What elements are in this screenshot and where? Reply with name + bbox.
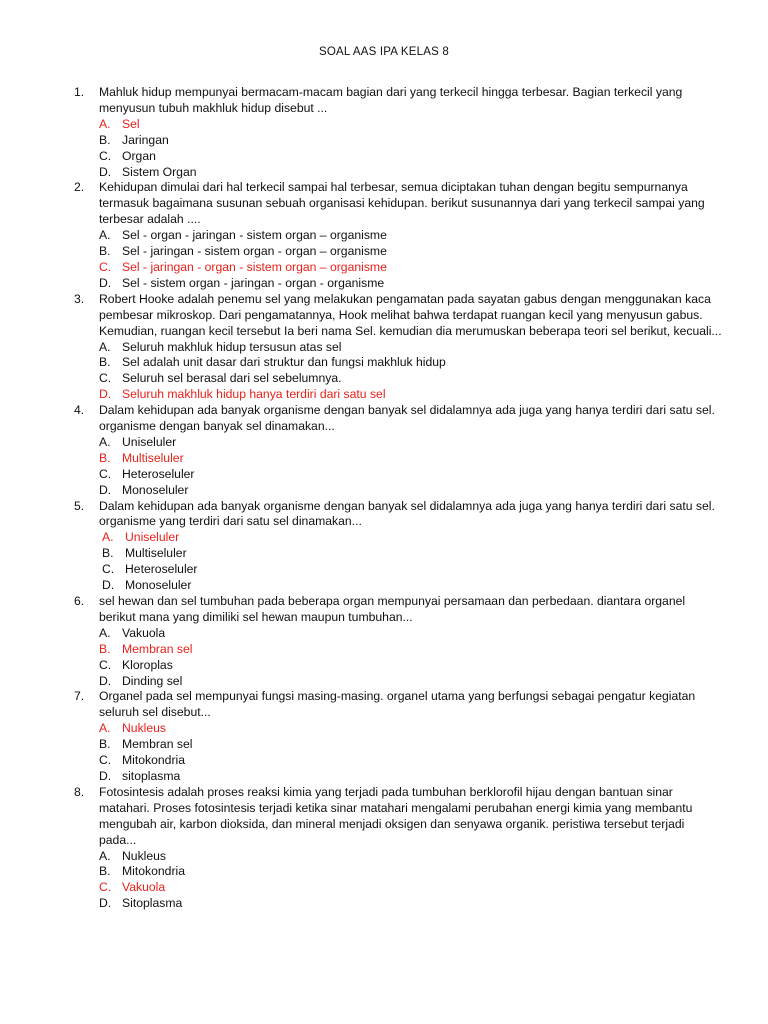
question-text: Organel pada sel mempunyai fungsi masing-masing. organel utama yang berfungsi sebagai pengatur kegiatan seluruh sel disebut...	[99, 689, 696, 720]
option-text: Sel - jaringan - sistem organ - organ – organisme	[122, 244, 387, 259]
option-text: Dinding sel	[122, 673, 183, 688]
option-letter: D.	[99, 673, 112, 688]
answer-option	[99, 467, 724, 483]
option-text: Uniseluler	[125, 530, 180, 545]
option-text: Heteroseluler	[125, 562, 198, 577]
option-letter: D.	[102, 578, 115, 593]
option-text: Seluruh sel berasal dari sel sebelumnya.	[122, 371, 342, 386]
answer-option	[99, 753, 724, 769]
option-letter: A.	[99, 116, 111, 131]
option-letter: A.	[99, 721, 111, 736]
option-text: Jaringan	[122, 132, 169, 147]
option-text: Vakuola	[122, 880, 166, 895]
answer-option	[99, 117, 724, 133]
option-letter: C.	[99, 657, 112, 672]
answer-option	[99, 578, 724, 594]
answer-option	[99, 674, 724, 690]
answer-option	[99, 849, 724, 865]
option-text: Kloroplas	[122, 657, 173, 672]
option-letter: C.	[99, 753, 112, 768]
option-letter: D.	[99, 482, 112, 497]
option-text: Multiseluler	[125, 546, 187, 561]
answer-option	[99, 451, 724, 467]
option-letter: C.	[102, 562, 115, 577]
answer-option	[99, 228, 724, 244]
answer-option	[99, 530, 724, 546]
answer-option	[99, 658, 724, 674]
question-text: Robert Hooke adalah penemu sel yang melakukan pengamatan pada sayatan gabus dengan menggunakan kaca pembesar mikroskop. Dari pengamatannya, Hook melihat bahwa terdapat ruangan kecil yang menyusun gabus. Kemudian, ruangan kecil tersebut Ia beri nama Sel. kemudian dia merumuskan beberapa teori sel berikut, kecuali...	[99, 291, 722, 338]
option-letter: A.	[99, 339, 111, 354]
option-text: Seluruh makhluk hidup tersusun atas sel	[122, 339, 342, 354]
option-text: Mitokondria	[122, 753, 185, 768]
option-text: Sel - sistem organ - jaringan - organ - organisme	[122, 275, 385, 290]
option-letter: B.	[99, 450, 111, 465]
option-letter: B.	[102, 546, 114, 561]
option-letter: A.	[102, 530, 114, 545]
question-6	[74, 594, 724, 689]
option-letter: C.	[99, 880, 112, 895]
answer-option	[99, 769, 724, 785]
option-text: Monoseluler	[125, 578, 192, 593]
question-number: 8.	[74, 784, 85, 799]
option-letter: C.	[99, 466, 112, 481]
question-7	[74, 689, 724, 784]
option-text: Sel adalah unit dasar dari struktur dan fungsi makhluk hidup	[122, 355, 446, 370]
option-text: Uniseluler	[122, 434, 177, 449]
option-letter: A.	[99, 228, 111, 243]
question-3	[74, 292, 724, 403]
option-letter: B.	[99, 737, 111, 752]
option-letter: A.	[99, 625, 111, 640]
option-text: Sistem Organ	[122, 164, 197, 179]
answer-option	[99, 562, 724, 578]
question-number: 7.	[74, 689, 85, 704]
question-number: 3.	[74, 291, 85, 306]
option-text: Multiseluler	[122, 450, 184, 465]
answer-option	[99, 276, 724, 292]
option-letter: D.	[99, 164, 112, 179]
question-4	[74, 403, 724, 498]
answer-option	[99, 737, 724, 753]
question-text: Dalam kehidupan ada banyak organisme dengan banyak sel didalamnya ada juga yang hanya terdiri dari satu sel. organisme dengan banyak sel dinamakan...	[99, 403, 715, 434]
answer-option	[99, 864, 724, 880]
option-letter: A.	[99, 848, 111, 863]
question-number: 6.	[74, 594, 85, 608]
question-1	[74, 85, 724, 180]
question-number: 2.	[74, 180, 85, 195]
option-text: Seluruh makhluk hidup hanya terdiri dari satu sel	[122, 387, 386, 402]
question-2	[74, 180, 724, 291]
answer-option	[99, 340, 724, 356]
option-letter: D.	[99, 275, 112, 290]
option-text: sitoplasma	[122, 768, 181, 783]
option-letter: D.	[99, 896, 112, 911]
option-text: Membran sel	[122, 641, 193, 656]
answer-option	[99, 355, 724, 371]
option-text: Sel - jaringan - organ - sistem organ – organisme	[122, 259, 387, 274]
option-letter: D.	[99, 768, 112, 783]
answer-option	[99, 371, 724, 387]
option-text: Sitoplasma	[122, 896, 183, 911]
answer-option	[99, 165, 724, 181]
option-text: Sel	[122, 116, 140, 131]
answer-option	[99, 133, 724, 149]
option-text: Heteroseluler	[122, 466, 195, 481]
option-text: Mitokondria	[122, 864, 185, 879]
question-text: Fotosintesis adalah proses reaksi kimia yang terjadi pada tumbuhan berklorofil hijau dengan bantuan sinar matahari. Proses fotosintesis terjadi ketika sinar matahari mengalami perubahan energi kimia yang membantu mengubah air, karbon dioksida, dan mineral menjadi oksigen dan senyawa organik. peristiwa tersebut terjadi pada...	[99, 784, 693, 847]
question-text: Mahluk hidup mempunyai bermacam-macam bagian dari yang terkecil hingga terbesar. Bagian terkecil yang menyusun tubuh makhluk hidup disebut ...	[99, 85, 683, 115]
document-title: SOAL AAS IPA KELAS 8	[319, 46, 449, 58]
question-5	[74, 499, 724, 594]
option-letter: B.	[99, 864, 111, 879]
question-text: Dalam kehidupan ada banyak organisme dengan banyak sel didalamnya ada juga yang hanya terdiri dari satu sel. organisme yang terdiri dari satu sel dinamakan...	[99, 498, 715, 529]
option-text: Nukleus	[122, 848, 167, 863]
answer-option	[99, 626, 724, 642]
option-letter: C.	[99, 259, 112, 274]
option-letter: A.	[99, 434, 111, 449]
answer-option	[99, 642, 724, 658]
option-text: Monoseluler	[122, 482, 189, 497]
answer-option	[99, 149, 724, 165]
option-text: Organ	[122, 148, 156, 163]
option-letter: B.	[99, 355, 111, 370]
answer-option	[99, 260, 724, 276]
answer-option	[99, 721, 724, 737]
answer-option	[99, 483, 724, 499]
question-number: 5.	[74, 498, 85, 513]
option-letter: B.	[99, 244, 111, 259]
answer-option	[99, 880, 724, 896]
option-letter: C.	[99, 371, 112, 386]
option-letter: B.	[99, 641, 111, 656]
option-letter: D.	[99, 387, 112, 402]
option-text: Vakuola	[122, 625, 166, 640]
answer-option	[99, 387, 724, 403]
option-letter: C.	[99, 148, 112, 163]
option-text: Sel - organ - jaringan - sistem organ – organisme	[122, 228, 387, 243]
question-text: sel hewan dan sel tumbuhan pada beberapa organ mempunyai persamaan dan perbedaan. diantara organel berikut mana yang dimiliki sel hewan maupun tumbuhan...	[99, 594, 686, 624]
question-list	[74, 85, 724, 912]
answer-option	[99, 896, 724, 912]
answer-option	[99, 435, 724, 451]
question-number: 1.	[74, 85, 85, 99]
option-letter: B.	[99, 132, 111, 147]
option-text: Membran sel	[122, 737, 193, 752]
question-text: Kehidupan dimulai dari hal terkecil sampai hal terbesar, semua diciptakan tuhan dengan begitu sempurnanya termasuk bagaimana susunan sebuah organisasi kehidupan. berikut susunannya dari yang terkecil sampai yang terbesar adalah ....	[99, 180, 705, 227]
answer-option	[99, 244, 724, 260]
answer-option	[99, 546, 724, 562]
option-text: Nukleus	[122, 721, 167, 736]
question-number: 4.	[74, 403, 85, 418]
question-8	[74, 785, 724, 912]
